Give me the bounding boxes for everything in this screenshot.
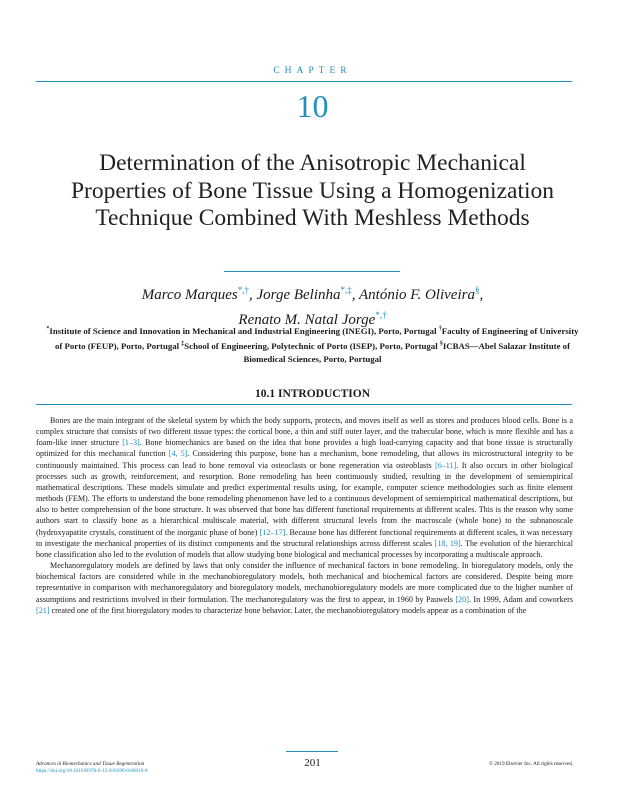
- citation-link[interactable]: [4, 5]: [168, 449, 188, 459]
- chapter-number: 10: [296, 88, 329, 124]
- affiliation-mark: ‡: [181, 340, 185, 347]
- citation-link[interactable]: [20]: [455, 594, 469, 604]
- affiliation-text: ICBAS—Abel Salazar Institute of Biomedical Sciences, Porto, Portugal: [243, 340, 571, 364]
- section-heading: 10.1 INTRODUCTION: [254, 388, 370, 400]
- citation-link[interactable]: [18, 19]: [434, 538, 461, 548]
- citation-link[interactable]: [1–3]: [122, 438, 140, 448]
- title-rule: [224, 271, 400, 272]
- text-run: . Considering this purpose, bone has a mechanism, bone remodeling, that allows its microstructural integrity to be continuously maintained. This process can lead to bone removal via osteoclasts or bone regeneration via osteoblasts: [36, 449, 573, 470]
- chapter-title: Determination of the Anisotropic Mechanical Properties of Bone Tissue Using a Homogenization Technique Combined With Meshless Methods: [70, 150, 555, 231]
- author-name: Marco Marques: [141, 287, 238, 303]
- paragraph: [36, 560, 573, 616]
- affiliation-mark: §: [439, 340, 443, 347]
- author-affiliation-marks: *,†: [237, 285, 249, 295]
- doi-link[interactable]: https://doi.org/10.1016/B978-0-12-816390-0.00010-8: [36, 768, 148, 774]
- text-run: . In 1999, Adam and coworkers: [468, 594, 573, 604]
- text-run: Bones are the main integrant of the skeletal system by which the body supports, protects, and moves itself as well as stores and produces blood cells. Bone is a complex structure that consists of two different tissue types: the cortical bone, a thin and stiff outer layer, and the trabecular bone, which is more flexible and has a foam-like inner structure: [36, 416, 573, 448]
- author-name: Jorge Belinha: [256, 287, 341, 303]
- author-affiliation-marks: *,†: [375, 310, 387, 320]
- paragraph: [36, 415, 573, 560]
- text-run: Mechanoregulatory models are defined by laws that only consider the influence of mechanical factors in bone remodeling. In bioregulatory models, only the biochemical factors are considered while in the mechanobioregulatory models, both mechanical and biochemical factors are considered. Despite being more representative in comparison with mechanoregulatory and bioregulatory models, mechanobioregulatory models are more complicated due to the higher number of assumptions and restrictions involved in their formulation. The mechanoregulatory was the first to appear, in 1960 by Pauwels: [36, 561, 573, 604]
- affiliation-text: Faculty of Engineering of University of Porto (FEUP), Porto, Portugal: [54, 325, 579, 351]
- author-name: António F. Oliveira: [359, 287, 475, 303]
- affiliation-mark: †: [438, 326, 442, 332]
- body-text: [36, 415, 573, 616]
- author-name: Renato M. Natal Jorge: [238, 312, 376, 328]
- chapter-label: CHAPTER: [273, 66, 352, 76]
- copyright: © 2019 Elsevier Inc. All rights reserved.: [488, 761, 573, 767]
- affiliation-text: School of Engineering, Polytechnic of Porto (ISEP), Porto, Portugal: [184, 340, 440, 351]
- author-affiliation-marks: §: [474, 285, 480, 295]
- affiliations: [44, 323, 581, 366]
- chapter-rule: [36, 81, 572, 82]
- text-run: . It also occurs in other biological processes such as growth, reinforcement, and resorption. Bone remodeling has been continuously studied, resulting in the development of semiempirical mathematical descriptions. These models simulate and predict experimental results using, for example, computer science methodologies such as finite element methods (FEM). The efforts to understand the bone remodeling phenomenon have led to a continuous development of semiempirical mathematical descriptions, but also to better comprehension of the bone structure. It was observed that bone has different functional requirements at different scales. This is the reason why some authors start to classify bone as a hierarchical multiscale material, with different structural levels from the macroscale (whole bone) to the subnanoscale (hydroxyapatite crystals, constituent of the inorganic phase of bone): [36, 460, 574, 537]
- citation-link[interactable]: [21]: [36, 605, 50, 615]
- affiliation-text: Institute of Science and Innovation in Mechanical and Industrial Engineering (INEGI), Porto, Portugal: [49, 325, 439, 336]
- footer-rule: [286, 751, 338, 752]
- citation-link[interactable]: [6–11]: [435, 460, 457, 470]
- text-run: . Bone biomechanics are based on the idea that bone provides a high load-carrying capacity and that bone tissue is structurally optimized for this mechanical function: [36, 438, 573, 459]
- author-line-1: Marco Marques*,†, Jorge Belinha*,‡, António F. Oliveira§,: [141, 285, 484, 303]
- footer-citation: [36, 761, 148, 775]
- affiliation-mark: *: [46, 326, 50, 332]
- author-affiliation-marks: *,‡: [340, 285, 352, 295]
- citation-link[interactable]: [12–17]: [259, 527, 286, 537]
- text-run: . The evolution of the hierarchical bone classification also led to the evolution of models that allow studying bone biological and mechanical processes by incorporating a multiscale approach.: [36, 538, 574, 559]
- book-title: Advances in Biomechanics and Tissue Regeneration: [36, 761, 145, 767]
- text-run: . Because bone has different functional requirements at different scales, it was necessary to investigate the mechanical properties of its distinct components and the structural relationships across different scales: [36, 527, 573, 548]
- section-rule: [36, 404, 572, 405]
- text-run: created one of the first bioregulatory modes to characterize bone behavior. Later, the mechanobioregulatory models appear as a combination of the: [49, 605, 527, 615]
- page-number: 201: [304, 757, 321, 769]
